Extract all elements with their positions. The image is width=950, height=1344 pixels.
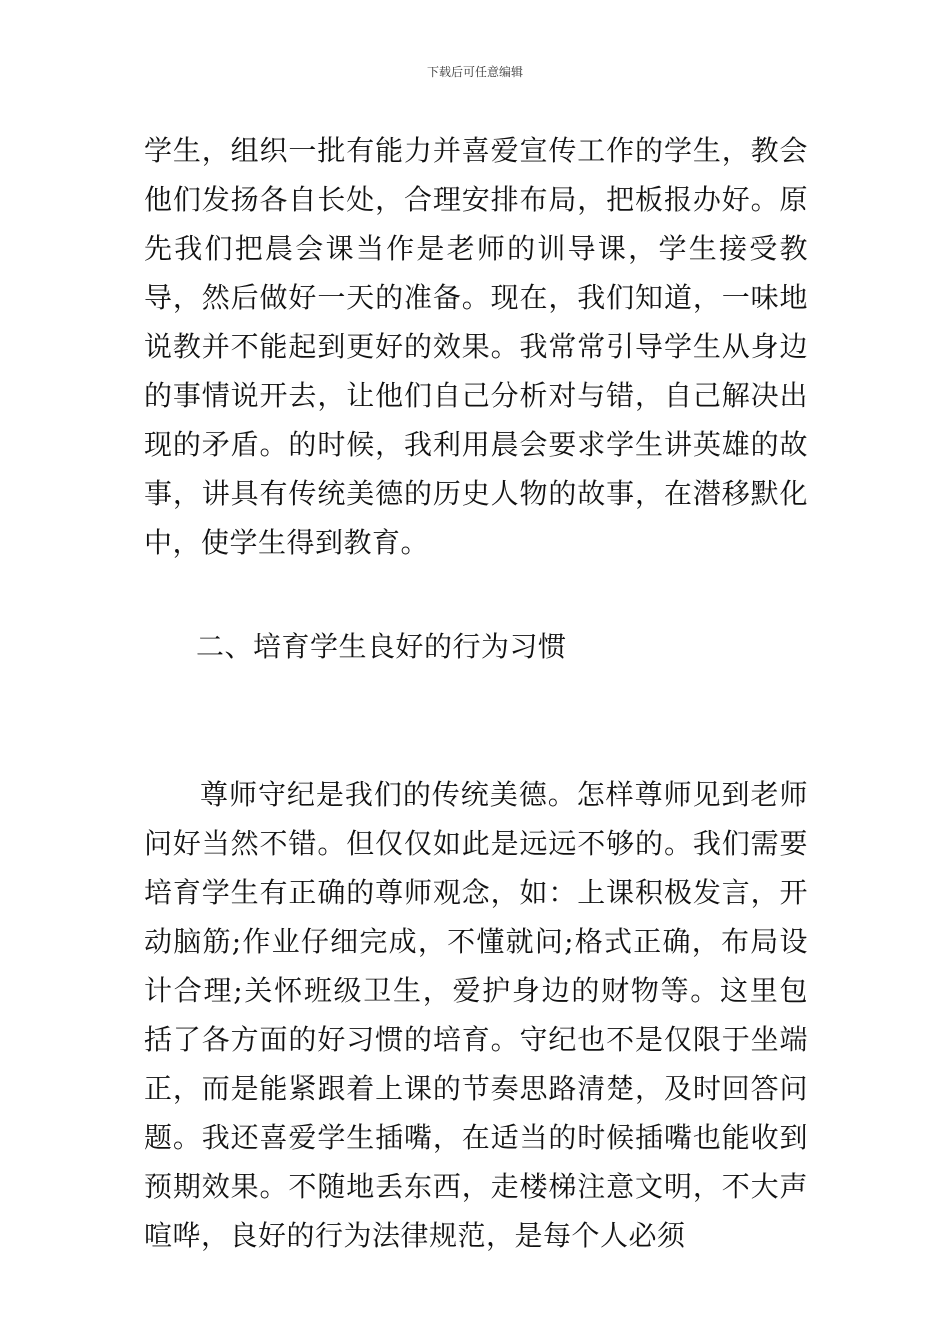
paragraph-2: 尊师守纪是我们的传统美德。怎样尊师见到老师问好当然不错。但仅仅如此是远远不够的。我们需要培育学生有正确的尊师观念，如：上课积极发言，开动脑筋;作业仔细完成，不懂就问;格式正确，布局设计合理;关怀班级卫生，爱护身边的财物等。这里包括了各方面的好习惯的培育。守纪也不是仅限于坐端正，而是能紧跟着上课的节奏思路清楚，及时回答问题。我还喜爱学生插嘴，在适当的时候插嘴也能收到预期效果。不随地丢东西，走楼梯注意文明，不大声喧哗，良好的行为法律规范，是每个人必须 [144,778,808,1252]
page-header: 下载后可任意编辑 [426,65,523,79]
section-heading-2: 二、培育学生良好的行为习惯 [196,630,567,663]
paragraph-1: 学生，组织一批有能力并喜爱宣传工作的学生，教会他们发扬各自长处，合理安排布局，把板报办好。原先我们把晨会课当作是老师的训导课，学生接受教导，然后做好一天的准备。现在，我们知道，一味地说教并不能起到更好的效果。我常常引导学生从身边的事情说开去，让他们自己分析对与错，自己解决出现的矛盾。的时候，我利用晨会要求学生讲英雄的故事，讲具有传统美德的历史人物的故事，在潜移默化中，使学生得到教育。 [144,134,808,559]
